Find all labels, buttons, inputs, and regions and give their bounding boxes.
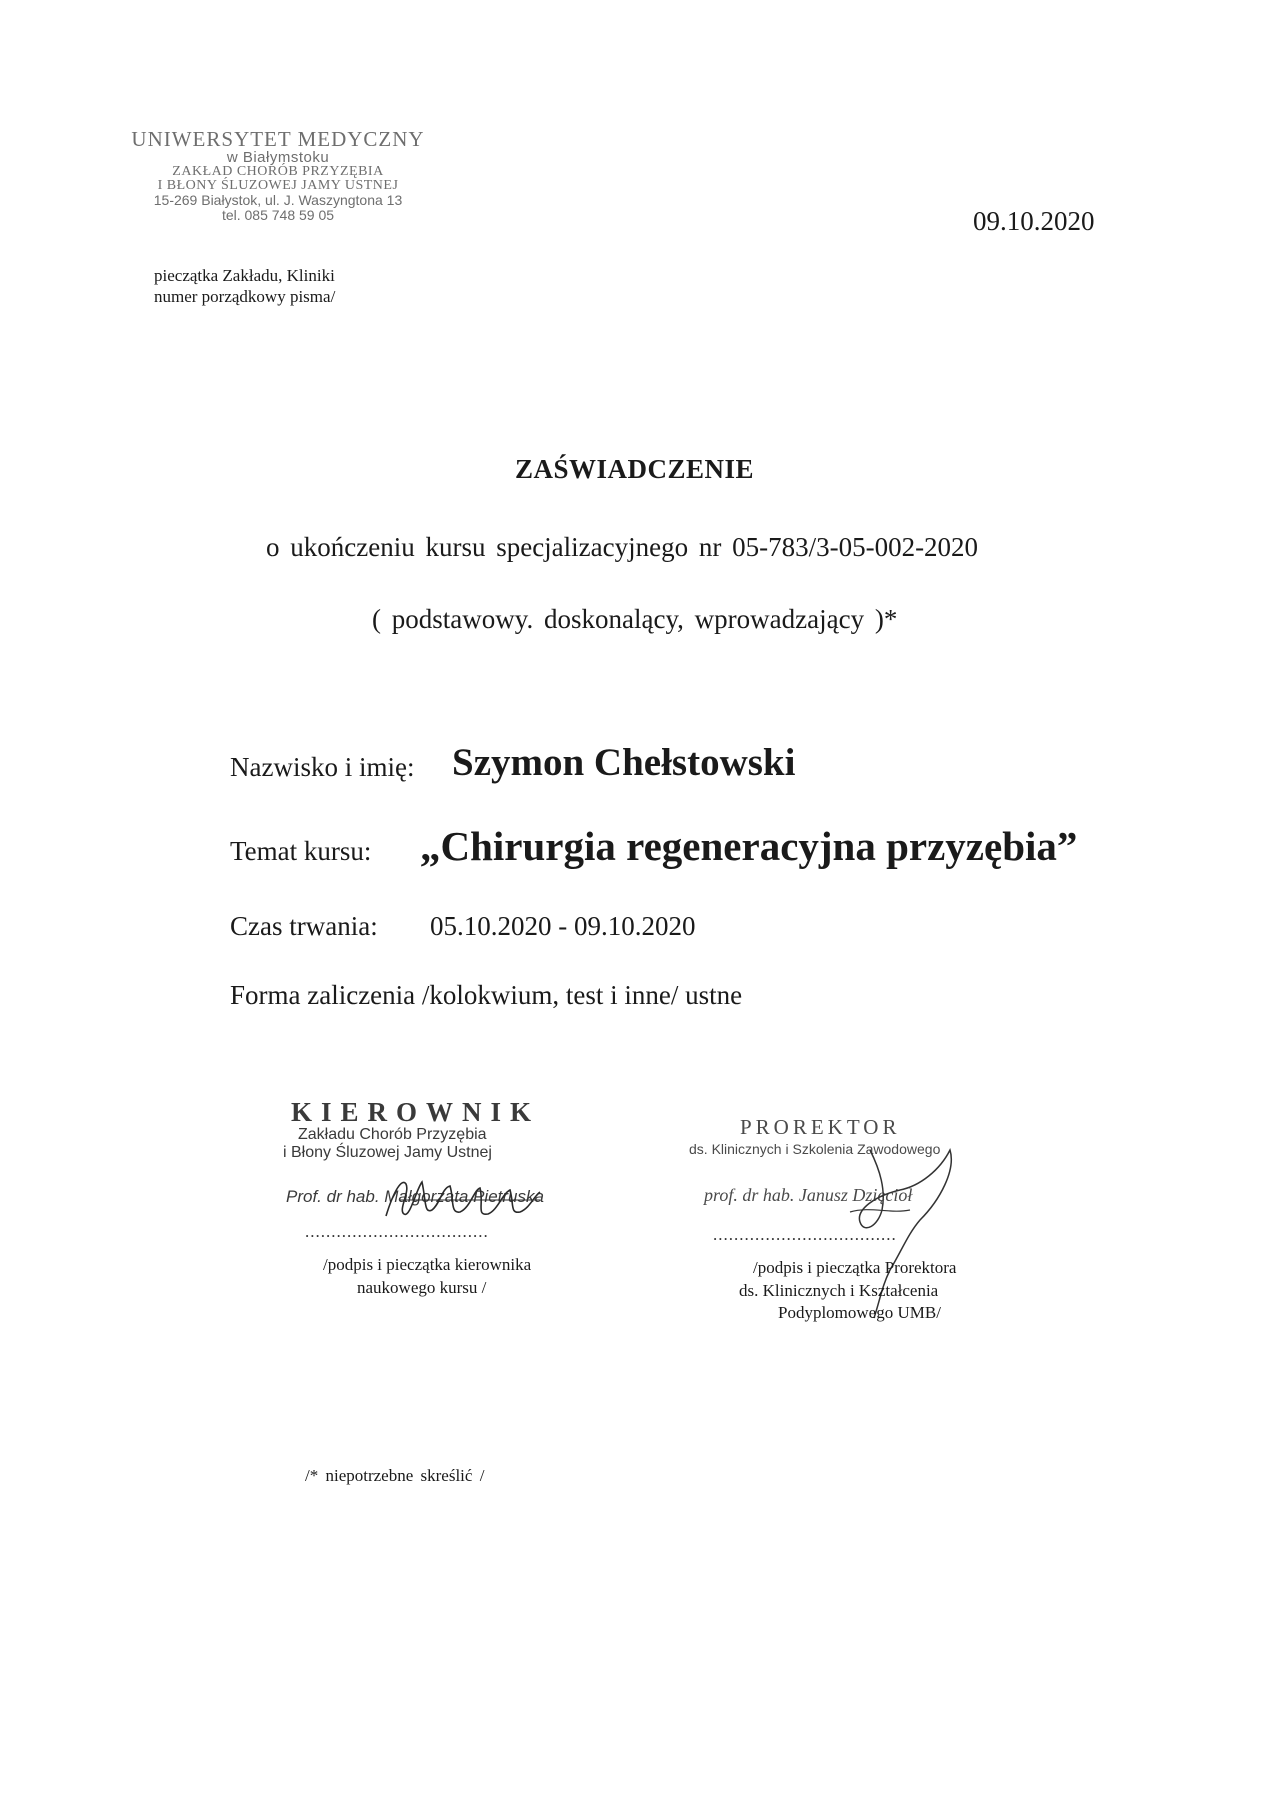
stamp-line-university: UNIWERSYTET MEDYCZNY: [131, 127, 425, 151]
stamp-line-phone: tel. 085 748 59 05: [221, 207, 335, 223]
stamp-caption-line1: pieczątka Zakładu, Kliniki: [154, 266, 335, 285]
name-label: Nazwisko i imię:: [230, 752, 415, 782]
left-stamp-name: Prof. dr hab. Małgorzata Pietruska: [286, 1187, 544, 1206]
stamp-caption: [154, 265, 414, 307]
name-value: Szymon Chełstowski: [452, 741, 796, 784]
left-signature-dots: ...................................: [305, 1222, 489, 1241]
footnote: /* niepotrzebne skreślić /: [305, 1466, 485, 1485]
duration-label: Czas trwania:: [230, 911, 378, 941]
left-stamp-line2: i Błony Śluzowej Jamy Ustnej: [283, 1144, 492, 1161]
right-stamp-line1: ds. Klinicznych i Szkolenia Zawodowego: [689, 1141, 941, 1157]
left-stamp-line1: Zakładu Chorób Przyzębia: [298, 1126, 487, 1143]
assessment-form-line: Forma zaliczenia /kolokwium, test i inne/ ustne: [230, 980, 743, 1010]
document-title: ZAŚWIADCZENIE: [514, 454, 755, 484]
document-date: 09.10.2020: [973, 206, 1095, 236]
right-caption-line3: Podyplomowego UMB/: [778, 1303, 941, 1322]
right-caption-line1: /podpis i pieczątka Prorektora: [753, 1258, 957, 1277]
duration-value: 05.10.2020 - 09.10.2020: [430, 911, 696, 941]
stamp-line-department: ZAKŁAD CHORÓB PRZYZĘBIA: [172, 164, 384, 179]
stamp-line-address: 15-269 Białystok, ul. J. Waszyngtona 13: [153, 192, 403, 208]
right-caption-line2: ds. Klinicznych i Kształcenia: [739, 1281, 939, 1300]
right-stamp-title: PROREKTOR: [740, 1115, 901, 1139]
left-handwritten-signature: [380, 1170, 550, 1230]
right-stamp-name: prof. dr hab. Janusz Dzięcioł: [704, 1185, 913, 1205]
left-stamp-title: KIEROWNIK: [291, 1097, 541, 1127]
topic-label: Temat kursu:: [230, 836, 372, 866]
left-caption-line2: naukowego kursu /: [357, 1278, 487, 1297]
right-signature-dots: ...................................: [713, 1225, 897, 1244]
stamp-line-city: w Białymstoku: [226, 149, 330, 166]
university-stamp: [128, 128, 428, 223]
course-line: o ukończeniu kursu specjalizacyjnego nr 05-783/3-05-002-2020: [266, 532, 979, 562]
stamp-line-department-2: I BŁONY ŚLUZOWEJ JAMY USTNEJ: [157, 178, 399, 193]
stamp-caption-line2: numer porządkowy pisma/: [154, 287, 336, 306]
left-caption-line1: /podpis i pieczątka kierownika: [323, 1255, 532, 1274]
course-type-line: ( podstawowy. doskonalący, wprowadzający )*: [372, 604, 898, 634]
topic-value: „Chirurgia regeneracyjna przyzębia”: [420, 823, 1078, 869]
